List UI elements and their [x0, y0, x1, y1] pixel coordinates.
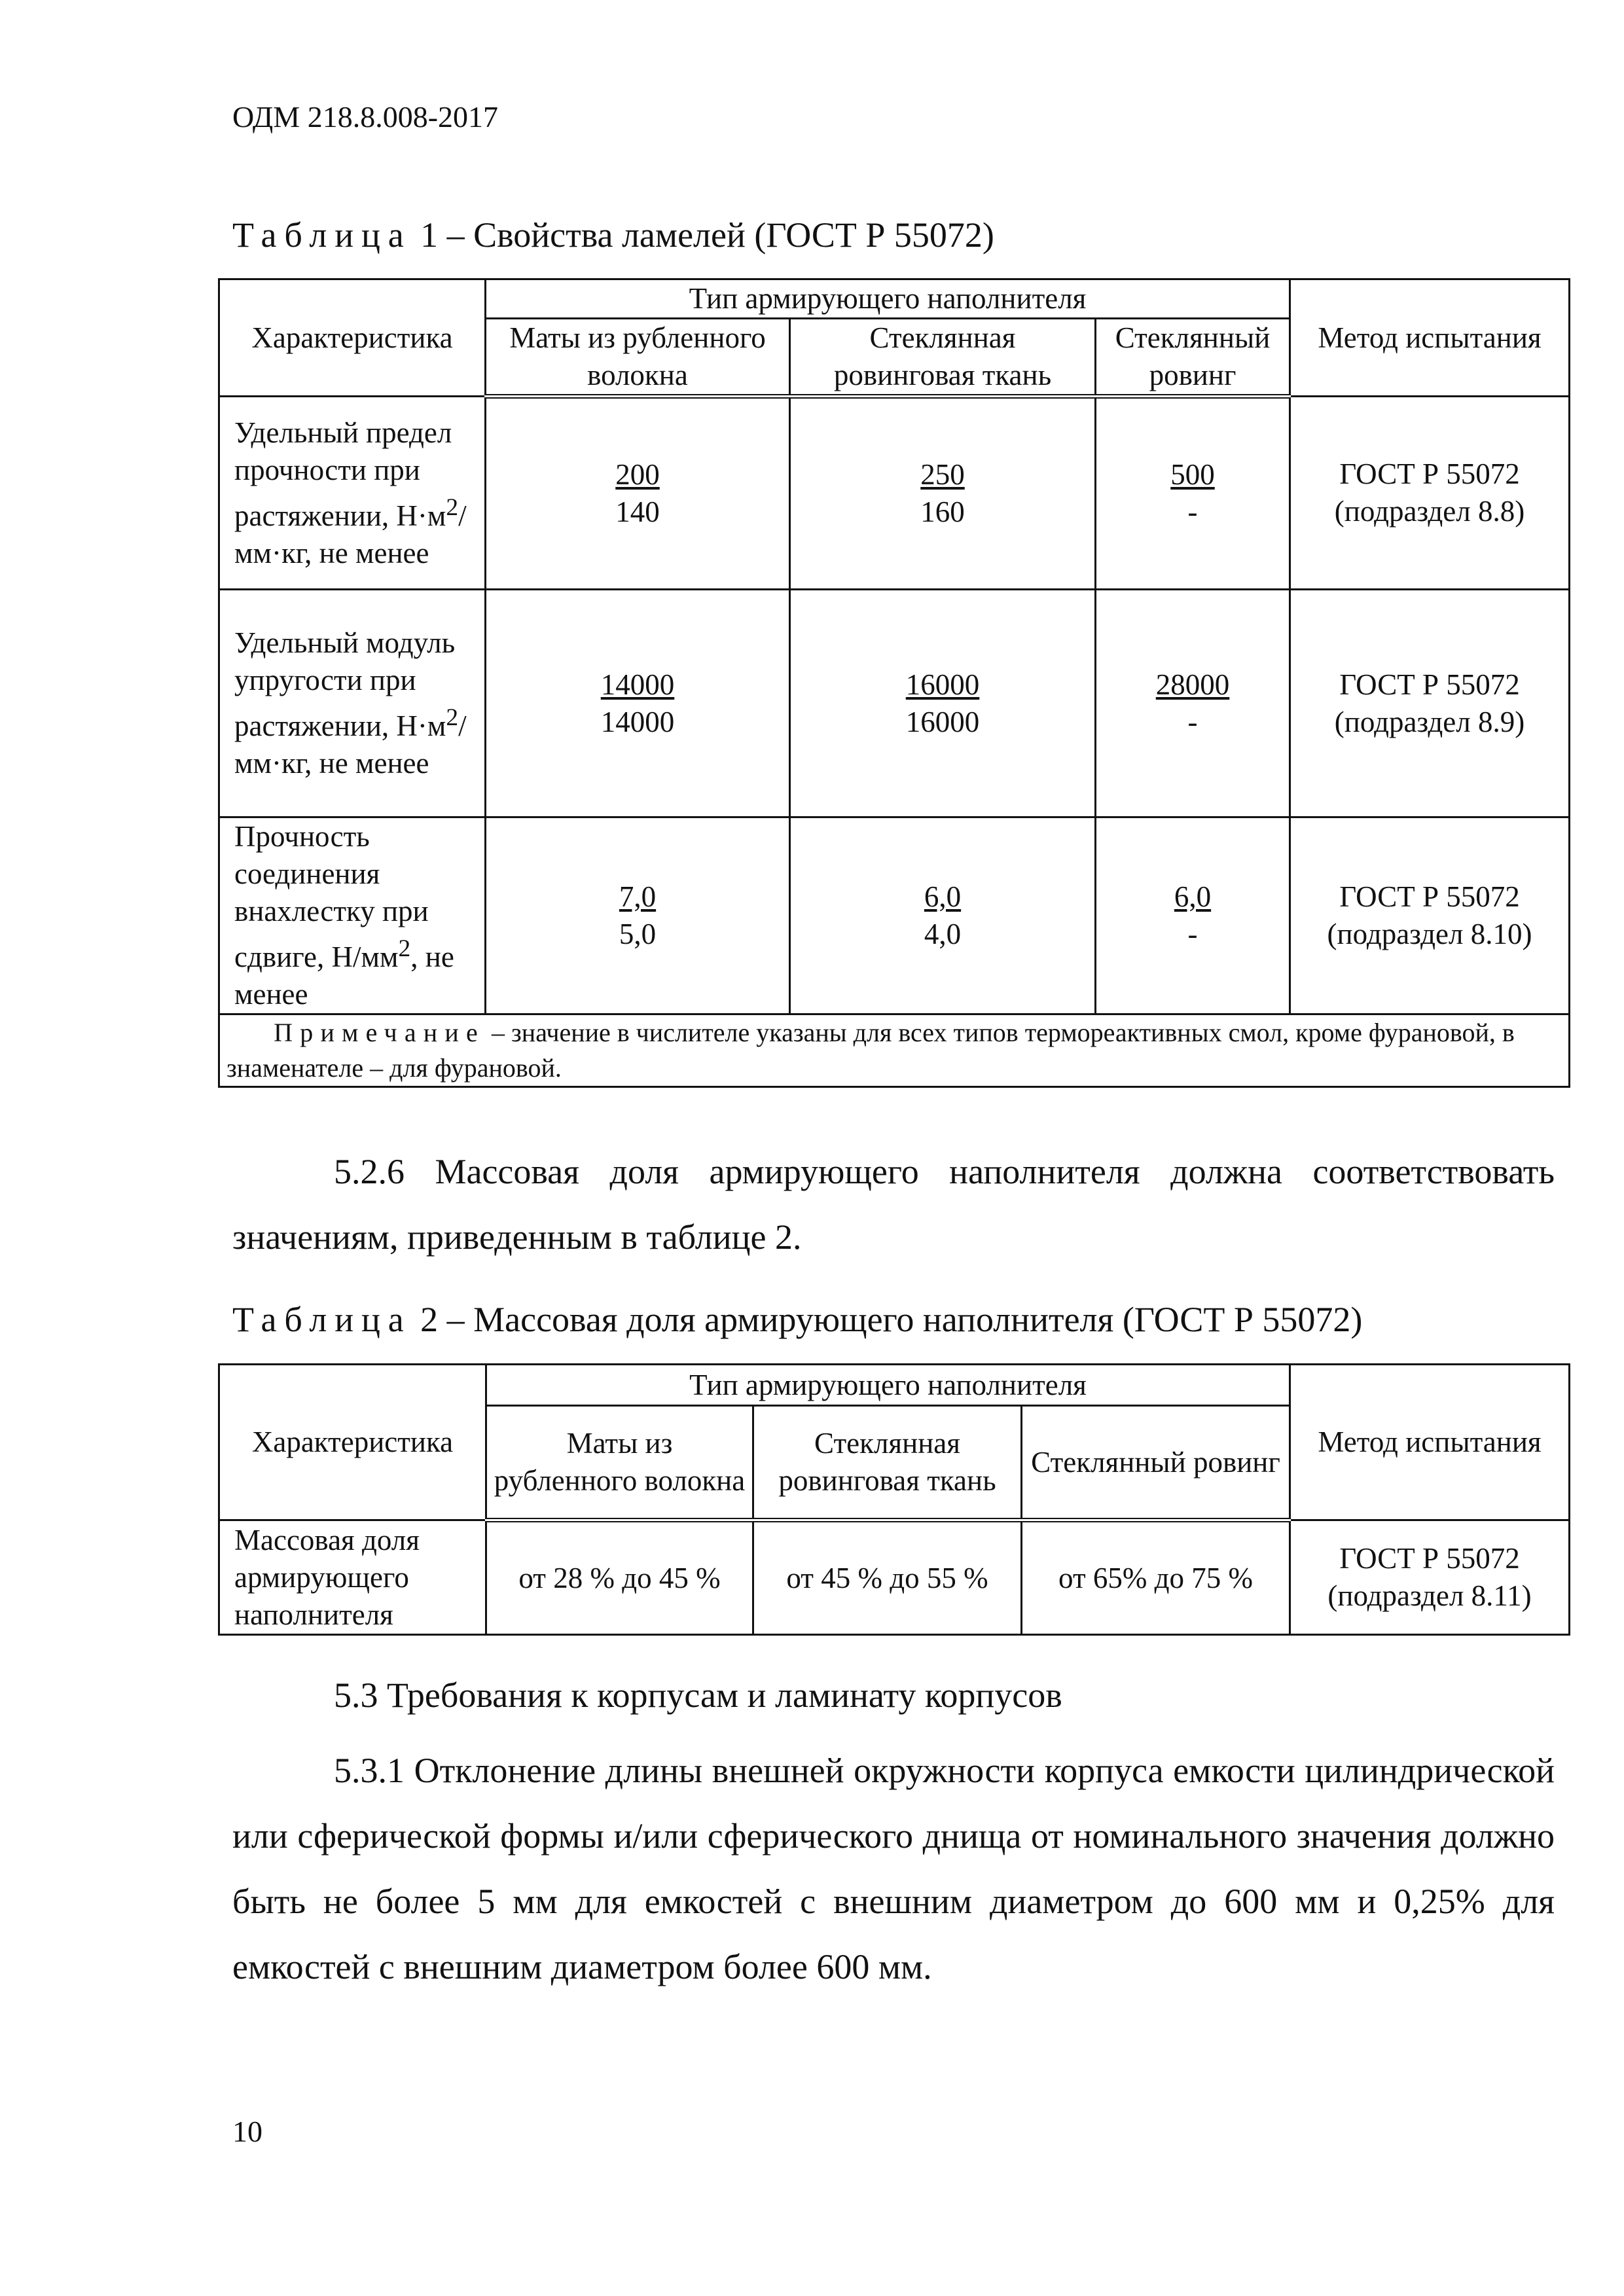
- numerator: 16000: [905, 668, 980, 701]
- table1-note-row: [219, 1014, 1570, 1087]
- table2-head-characteristic: Характеристика: [219, 1365, 486, 1520]
- table1-cell-method: ГОСТ Р 55072 (подраздел 8.8): [1290, 397, 1570, 590]
- numerator: 500: [1170, 458, 1215, 491]
- table1-cell-fabric: [790, 817, 1096, 1014]
- table1-cell-fabric: [790, 590, 1096, 817]
- numerator: 28000: [1155, 668, 1230, 701]
- table2-cell-method: ГОСТ Р 55072 (подраздел 8.11): [1290, 1520, 1570, 1635]
- table1-head-characteristic: Характеристика: [219, 279, 486, 397]
- row-name-sup: 2: [446, 704, 459, 731]
- denominator: 14000: [600, 705, 675, 738]
- table1-cell-fabric: [790, 397, 1096, 590]
- table1-cell-mats: [486, 817, 790, 1014]
- denominator: 160: [920, 495, 965, 528]
- table1-cell-roving: [1096, 397, 1290, 590]
- table1-cell-method: ГОСТ Р 55072 (подраздел 8.9): [1290, 590, 1570, 817]
- denominator: 16000: [905, 705, 980, 738]
- table2-head-mats: Маты из рубленного волокна: [486, 1406, 753, 1520]
- denominator: 5,0: [619, 918, 657, 950]
- table1-row-name: [219, 590, 486, 817]
- table1-cell-roving: [1096, 817, 1290, 1014]
- table1-lamella-properties: [218, 278, 1570, 1088]
- table2-cell-fabric: от 45 % до 55 %: [753, 1520, 1022, 1635]
- row-name-text: Удельный предел прочности при растяжении, Н·м: [234, 416, 452, 532]
- table1-note: [219, 1014, 1570, 1087]
- paragraph-5-2-6: 5.2.6 Массовая доля армирующего наполнителя должна соответствовать значениям, приведенным в таблице 2.: [232, 1152, 1555, 1257]
- table2-row-name: Массовая доля армирующего наполнителя: [219, 1520, 486, 1635]
- denominator: 4,0: [924, 918, 962, 950]
- denominator: -: [1187, 705, 1198, 738]
- numerator: 7,0: [619, 880, 657, 913]
- row-name-text: Удельный модуль упругости при растяжении, Н·м: [234, 626, 456, 742]
- note-label: Примечание: [274, 1018, 485, 1047]
- table1-head-roving: Стеклянный ровинг: [1096, 319, 1290, 397]
- table2-header-row: [219, 1365, 1570, 1406]
- table2-head-fabric: Стеклянная ровинговая ткань: [753, 1406, 1022, 1520]
- paragraph-5-3-1: 5.3.1 Отклонение длины внешней окружности корпуса емкости цилиндрической или сферической формы и/или сферического днища от номинального значения должно быть не более 5 мм для емкостей с внешним диаметром до 600 мм и 0,25% для емкостей с внешним диаметром более 600 мм.: [232, 1751, 1555, 1986]
- table-row: [219, 590, 1570, 817]
- table1-cell-mats: [486, 590, 790, 817]
- numerator: 6,0: [1174, 880, 1212, 913]
- table2-filler-mass-fraction: [218, 1363, 1570, 1636]
- row-name-text-end: /мм·кг, не менее: [234, 499, 467, 569]
- table1-row-name: [219, 817, 486, 1014]
- table1-caption-word: Таблица: [232, 215, 412, 255]
- table1-cell-mats: [486, 397, 790, 590]
- note-text: – значение в числителе указаны для всех типов термореактивных смол, кроме фурановой, в знаменателе – для фурановой.: [226, 1018, 1515, 1083]
- table1-header-row: [219, 279, 1570, 319]
- numerator: 200: [615, 458, 660, 491]
- denominator: 140: [615, 495, 660, 528]
- denominator: -: [1187, 495, 1198, 528]
- page-number: 10: [232, 2115, 262, 2148]
- table1-caption-rest: 1 – Свойства ламелей (ГОСТ Р 55072): [411, 215, 994, 255]
- row-name-text-end: , не менее: [234, 941, 454, 1011]
- table2-caption: [232, 1299, 1362, 1340]
- numerator: 6,0: [924, 880, 962, 913]
- document-code: ОДМ 218.8.008-2017: [232, 100, 499, 134]
- table1-head-fabric: Стеклянная ровинговая ткань: [790, 319, 1096, 397]
- table-row: [219, 1520, 1570, 1635]
- table1-head-method: Метод испытания: [1290, 279, 1570, 397]
- table2-cell-roving: от 65% до 75 %: [1022, 1520, 1290, 1635]
- table2-caption-word: Таблица: [232, 1300, 412, 1339]
- table-row: [219, 397, 1570, 590]
- numerator: 14000: [600, 668, 675, 701]
- denominator: -: [1187, 918, 1198, 950]
- row-name-text-end: /мм·кг, не менее: [234, 709, 467, 780]
- table1-head-mats: Маты из рубленного волокна: [486, 319, 790, 397]
- row-name-sup: 2: [446, 493, 459, 521]
- table1-cell-method: ГОСТ Р 55072 (подраздел 8.10): [1290, 817, 1570, 1014]
- numerator: 250: [920, 458, 965, 491]
- table2-cell-mats: от 28 % до 45 %: [486, 1520, 753, 1635]
- table2-head-roving: Стеклянный ровинг: [1022, 1406, 1290, 1520]
- table2-head-method: Метод испытания: [1290, 1365, 1570, 1520]
- row-name-text: Прочность соединения внахлестку при сдвиге, Н/мм: [234, 820, 429, 973]
- table1-caption: [232, 215, 994, 255]
- table1-head-filler-type: Тип армирующего наполнителя: [486, 279, 1290, 319]
- table2-caption-rest: 2 – Массовая доля армирующего наполнителя (ГОСТ Р 55072): [411, 1300, 1363, 1339]
- table1-row-name: [219, 397, 486, 590]
- row-name-sup: 2: [398, 935, 411, 962]
- heading-5-3: 5.3 Требования к корпусам и ламинату корпусов: [334, 1676, 1062, 1715]
- table-row: [219, 817, 1570, 1014]
- table1-cell-roving: [1096, 590, 1290, 817]
- table2-head-filler-type: Тип армирующего наполнителя: [486, 1365, 1290, 1406]
